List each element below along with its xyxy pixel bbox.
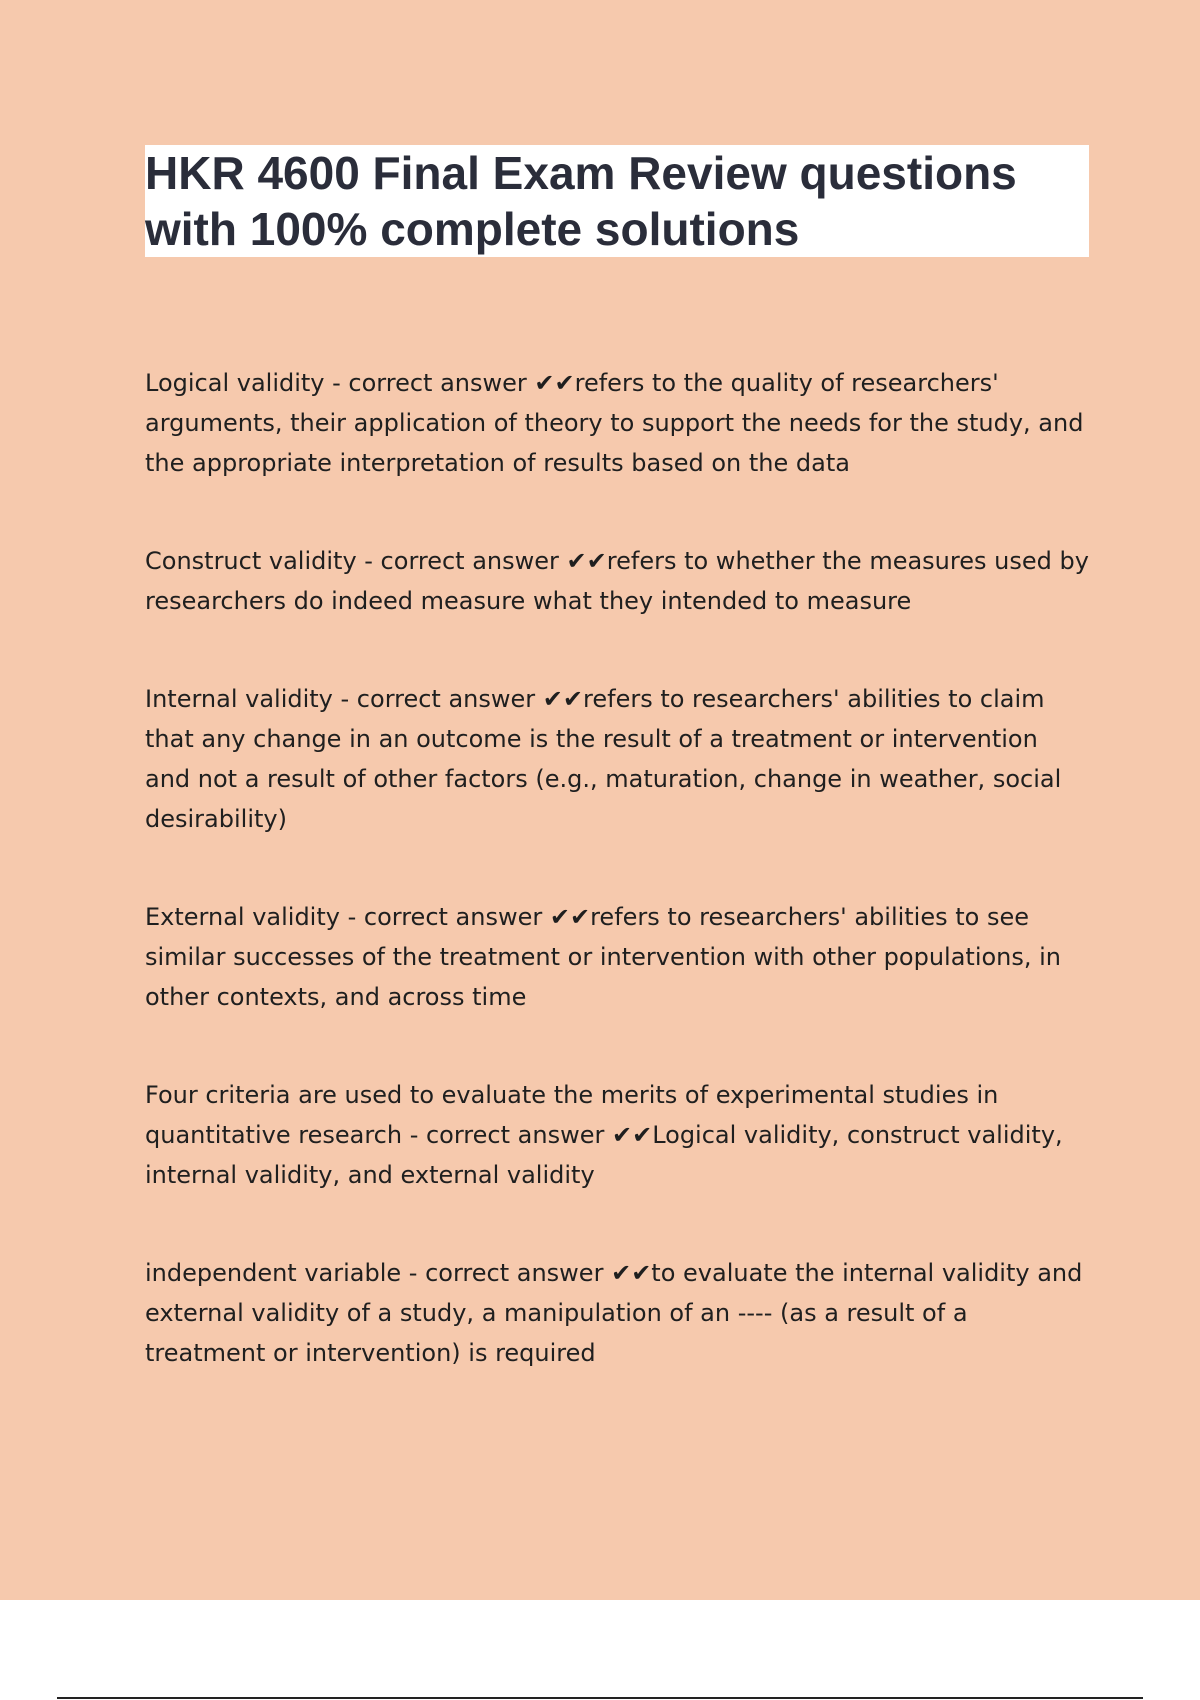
checkmark-icon: ✔✔: [611, 1121, 653, 1149]
qa-answer: refers to researchers' abilities to claim that any change in an outcome is the result of a treatment or intervention and not a result of other factors (e.g., maturation, change in weather, social desirability): [145, 685, 1062, 833]
qa-separator: - correct answer: [339, 903, 550, 931]
qa-separator: - correct answer: [332, 685, 543, 713]
qa-item: [145, 541, 1090, 621]
qa-term: Four criteria are used to evaluate the merits of experimental studies in quantitative research: [145, 1081, 999, 1149]
qa-separator: - correct answer: [356, 547, 567, 575]
checkmark-icon: ✔✔: [534, 369, 575, 397]
qa-list: [145, 363, 1090, 1431]
title-box: [145, 145, 1089, 257]
qa-separator: - correct answer: [402, 1121, 612, 1149]
qa-term: Internal validity: [145, 685, 333, 713]
qa-answer: Logical validity, construct validity, internal validity, and external validity: [145, 1121, 1063, 1189]
qa-item: [145, 1253, 1090, 1373]
qa-term: Construct validity: [145, 547, 357, 575]
checkmark-icon: ✔✔: [542, 685, 584, 713]
qa-item: [145, 363, 1090, 483]
qa-term: External validity: [145, 903, 340, 931]
qa-separator: - correct answer: [324, 369, 535, 397]
footer-divider: [57, 1697, 1143, 1699]
qa-answer: refers to the quality of researchers' arguments, their application of theory to support the needs for the study, and the appropriate interpretation of results based on the data: [145, 369, 1084, 477]
qa-item: [145, 1075, 1090, 1195]
checkmark-icon: ✔✔: [549, 903, 591, 931]
qa-answer: to evaluate the internal validity and external validity of a study, a manipulation of an ---- (as a result of a treatment or intervention) is required: [145, 1259, 1083, 1367]
qa-item: [145, 679, 1090, 839]
qa-item: [145, 897, 1090, 1017]
qa-answer: refers to researchers' abilities to see similar successes of the treatment or intervention with other populations, in other contexts, and across time: [145, 903, 1062, 1011]
checkmark-icon: ✔✔: [611, 1259, 652, 1287]
qa-term: Logical validity: [145, 369, 325, 397]
qa-term: independent variable: [145, 1259, 402, 1287]
checkmark-icon: ✔✔: [566, 547, 607, 575]
qa-answer: refers to whether the measures used by researchers do indeed measure what they intended to measure: [145, 547, 1089, 615]
qa-separator: - correct answer: [401, 1259, 612, 1287]
page-title: HKR 4600 Final Exam Review questions with 100% complete solutions: [145, 147, 1017, 255]
